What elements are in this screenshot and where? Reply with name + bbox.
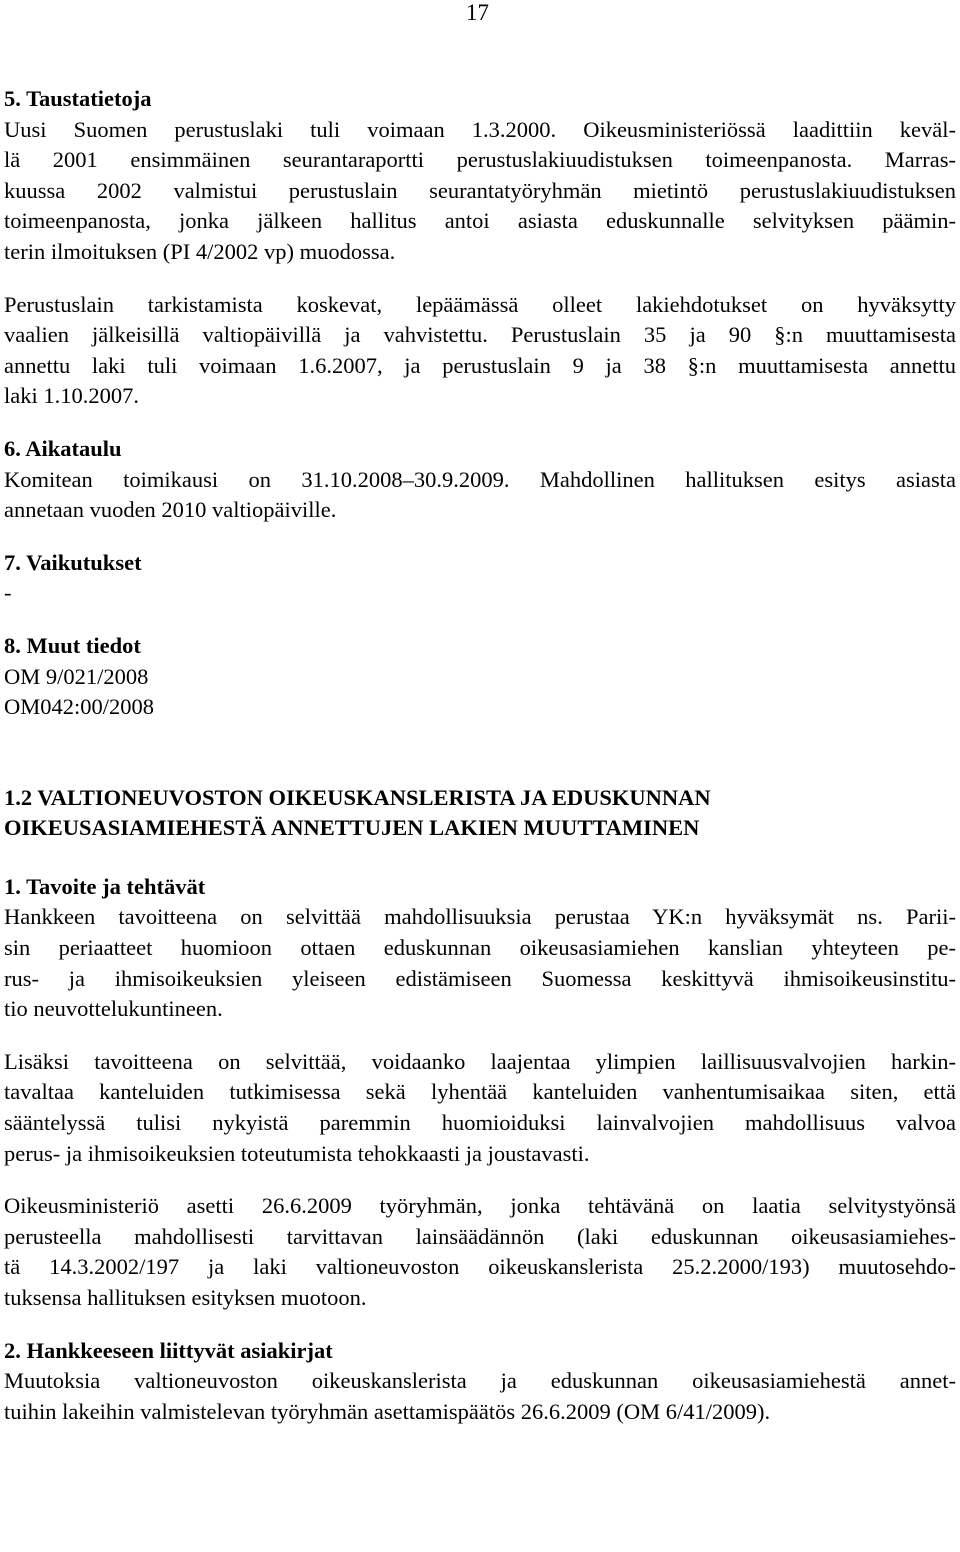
section-heading-taustatietoja: 5. Taustatietoja	[4, 86, 152, 111]
section-heading-vaikutukset: 7. Vaikutukset	[4, 549, 142, 575]
part-title	[4, 783, 956, 844]
text-line: vaalien jälkeisillä valtiopäivillä ja vahvistettu. Perustuslain 35 ja 90 §:n muuttamisesta	[4, 322, 956, 348]
section-heading-muut-tiedot: 8. Muut tiedot	[4, 632, 141, 658]
text-line: annettu laki tuli voimaan 1.6.2007, ja perustuslain 9 ja 38 §:n muuttamisesta annettu	[4, 352, 956, 378]
section-heading-aikataulu: 6. Aikataulu	[4, 435, 122, 461]
text-line: perusteella mahdollisesti tarvittavan lainsäädännön (laki eduskunnan oikeusasiamiehes-	[4, 1223, 956, 1249]
text-line: Hankkeen tavoitteena on selvittää mahdollisuuksia perustaa YK:n hyväksymät ns. Parii-	[4, 904, 956, 930]
reference-line: OM 9/021/2008	[4, 663, 149, 689]
text-line: tuksensa hallituksen esityksen muotoon.	[4, 1285, 367, 1310]
document-body	[4, 84, 956, 1427]
text-line: Muutoksia valtioneuvoston oikeuskanslerista ja eduskunnan oikeusasiamiehestä annet-	[4, 1368, 956, 1394]
paragraph-asiakirjat	[4, 1366, 956, 1427]
text-line: tä 14.3.2002/197 ja laki valtioneuvoston oikeuskanslerista 25.2.2000/193) muutosehdo-	[4, 1254, 956, 1280]
text-line: rus- ja ihmisoikeuksien yleiseen edistämiseen Suomessa keskittyvä ihmisoikeusinstitu-	[4, 965, 956, 991]
page-number: 17	[466, 0, 489, 25]
text-line: perus- ja ihmisoikeuksien toteutumista tehokkaasti ja joustavasti.	[4, 1140, 590, 1166]
text-line: Lisäksi tavoitteena on selvittää, voidaanko laajentaa ylimpien laillisuusvalvojien harkin-	[4, 1048, 956, 1074]
text-line: Perustuslain tarkistamista koskevat, lepäämässä olleet lakiehdotukset on hyväksytty	[4, 291, 956, 317]
part-title-line: OIKEUSASIAMIEHESTÄ ANNETTUJEN LAKIEN MUUTTAMINEN	[4, 815, 700, 841]
text-line: toimeenpanosta, jonka jälkeen hallitus antoi asiasta eduskunnalle selvityksen päämin-	[4, 208, 956, 234]
text-line: tuihin lakeihin valmistelevan työryhmän asettamispäätös 26.6.2009 (OM 6/41/2009).	[4, 1398, 771, 1424]
text-line: tio neuvottelukuntineen.	[4, 996, 223, 1022]
text-line: Komitean toimikausi on 31.10.2008–30.9.2009. Mahdollinen hallituksen esitys asiasta	[4, 466, 956, 492]
paragraph-tavoite-2	[4, 1047, 956, 1169]
section-heading-asiakirjat: 2. Hankkeeseen liittyvät asiakirjat	[4, 1337, 333, 1363]
text-line: kuussa 2002 valmistui perustuslain seurantatyöryhmän mietintö perustuslakiuudistuksen	[4, 177, 956, 203]
text-line: terin ilmoituksen (PI 4/2002 vp) muodossa.	[4, 238, 396, 264]
paragraph-taustatietoja-1	[4, 115, 956, 268]
text-line: Uusi Suomen perustuslaki tuli voimaan 1.3.2000. Oikeusministeriössä laadittiin keväl-	[4, 116, 956, 142]
text-line: -	[4, 580, 12, 606]
text-line: sääntelyssä tulisi nykyistä paremmin huomioiduksi lainvalvojien mahdollisuus valvoa	[4, 1110, 956, 1136]
paragraph-tavoite-3	[4, 1191, 956, 1313]
reference-line: OM042:00/2008	[4, 694, 155, 720]
part-title-line: 1.2 VALTIONEUVOSTON OIKEUSKANSLERISTA JA EDUSKUNNAN	[4, 784, 711, 810]
paragraph-aikataulu	[4, 465, 956, 526]
text-line: tavaltaa kanteluiden tutkimisessa sekä lyhentää kanteluiden vanhentumisaikaa siten, että	[4, 1079, 956, 1105]
text-line: sin periaatteet huomioon ottaen eduskunnan oikeusasiamiehen kanslian yhteyteen pe-	[4, 935, 956, 961]
paragraph-tavoite-1	[4, 902, 956, 1024]
text-line: annetaan vuoden 2010 valtiopäiville.	[4, 497, 337, 523]
text-line: laki 1.10.2007.	[4, 383, 139, 409]
paragraph-taustatietoja-2	[4, 290, 956, 412]
text-line: Oikeusministeriö asetti 26.6.2009 työryhmän, jonka tehtävänä on laatia selvitystyönsä	[4, 1193, 956, 1219]
section-heading-tavoite: 1. Tavoite ja tehtävät	[4, 873, 206, 899]
text-line: lä 2001 ensimmäinen seurantaraportti perustuslakiuudistuksen toimeenpanosta. Marras-	[4, 147, 956, 173]
